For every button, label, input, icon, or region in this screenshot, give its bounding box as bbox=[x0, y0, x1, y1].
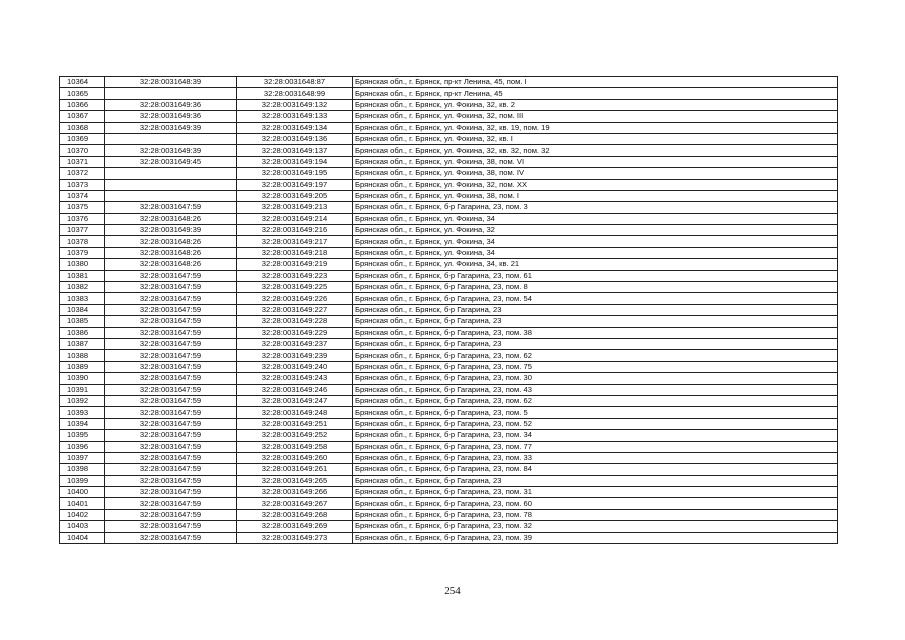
parcel-cadastral-number-cell bbox=[105, 88, 237, 99]
object-cadastral-number-cell: 32:28:0031649:214 bbox=[237, 213, 353, 224]
row-number-cell: 10368 bbox=[60, 122, 105, 133]
table-row bbox=[60, 350, 838, 361]
parcel-cadastral-number-cell: 32:28:0031649:36 bbox=[105, 99, 237, 110]
object-cadastral-number-cell: 32:28:0031649:240 bbox=[237, 361, 353, 372]
object-cadastral-number-cell: 32:28:0031649:132 bbox=[237, 99, 353, 110]
object-cadastral-number-cell: 32:28:0031649:258 bbox=[237, 441, 353, 452]
row-number-cell: 10379 bbox=[60, 247, 105, 258]
row-number-cell: 10401 bbox=[60, 498, 105, 509]
address-cell: Брянская обл., г. Брянск, ул. Фокина, 32, пом. III bbox=[353, 111, 838, 122]
address-cell: Брянская обл., г. Брянск, б-р Гагарина, 23, пом. 8 bbox=[353, 282, 838, 293]
registry-table-body bbox=[60, 77, 838, 544]
row-number-cell: 10385 bbox=[60, 316, 105, 327]
row-number-cell: 10380 bbox=[60, 259, 105, 270]
table-row bbox=[60, 532, 838, 543]
parcel-cadastral-number-cell: 32:28:0031647:59 bbox=[105, 464, 237, 475]
table-row bbox=[60, 498, 838, 509]
address-cell: Брянская обл., г. Брянск, пр-кт Ленина, 45, пом. I bbox=[353, 77, 838, 88]
object-cadastral-number-cell: 32:28:0031649:266 bbox=[237, 487, 353, 498]
object-cadastral-number-cell: 32:28:0031649:265 bbox=[237, 475, 353, 486]
address-cell: Брянская обл., г. Брянск, б-р Гагарина, 23, пом. 33 bbox=[353, 452, 838, 463]
page-number: 254 bbox=[444, 585, 461, 597]
table-row bbox=[60, 270, 838, 281]
object-cadastral-number-cell: 32:28:0031649:134 bbox=[237, 122, 353, 133]
table-row bbox=[60, 395, 838, 406]
table-row bbox=[60, 156, 838, 167]
row-number-cell: 10383 bbox=[60, 293, 105, 304]
parcel-cadastral-number-cell: 32:28:0031649:39 bbox=[105, 145, 237, 156]
row-number-cell: 10403 bbox=[60, 521, 105, 532]
table-row bbox=[60, 316, 838, 327]
table-row bbox=[60, 202, 838, 213]
address-cell: Брянская обл., г. Брянск, ул. Фокина, 32, кв. 2 bbox=[353, 99, 838, 110]
address-cell: Брянская обл., г. Брянск, б-р Гагарина, 23, пом. 3 bbox=[353, 202, 838, 213]
parcel-cadastral-number-cell bbox=[105, 168, 237, 179]
parcel-cadastral-number-cell: 32:28:0031647:59 bbox=[105, 350, 237, 361]
object-cadastral-number-cell: 32:28:0031649:237 bbox=[237, 338, 353, 349]
row-number-cell: 10386 bbox=[60, 327, 105, 338]
parcel-cadastral-number-cell: 32:28:0031647:59 bbox=[105, 418, 237, 429]
row-number-cell: 10371 bbox=[60, 156, 105, 167]
object-cadastral-number-cell: 32:28:0031649:133 bbox=[237, 111, 353, 122]
row-number-cell: 10372 bbox=[60, 168, 105, 179]
table-row bbox=[60, 77, 838, 88]
row-number-cell: 10390 bbox=[60, 373, 105, 384]
parcel-cadastral-number-cell: 32:28:0031647:59 bbox=[105, 270, 237, 281]
address-cell: Брянская обл., г. Брянск, б-р Гагарина, 23, пом. 31 bbox=[353, 487, 838, 498]
table-row bbox=[60, 418, 838, 429]
object-cadastral-number-cell: 32:28:0031649:268 bbox=[237, 509, 353, 520]
table-row bbox=[60, 179, 838, 190]
row-number-cell: 10369 bbox=[60, 133, 105, 144]
address-cell: Брянская обл., г. Брянск, б-р Гагарина, 23, пом. 34 bbox=[353, 430, 838, 441]
object-cadastral-number-cell: 32:28:0031649:194 bbox=[237, 156, 353, 167]
address-cell: Брянская обл., г. Брянск, б-р Гагарина, 23, пом. 78 bbox=[353, 509, 838, 520]
table-row bbox=[60, 190, 838, 201]
parcel-cadastral-number-cell: 32:28:0031649:45 bbox=[105, 156, 237, 167]
table-row bbox=[60, 247, 838, 258]
address-cell: Брянская обл., г. Брянск, б-р Гагарина, 23, пом. 60 bbox=[353, 498, 838, 509]
table-row bbox=[60, 373, 838, 384]
address-cell: Брянская обл., г. Брянск, б-р Гагарина, 23, пом. 61 bbox=[353, 270, 838, 281]
address-cell: Брянская обл., г. Брянск, б-р Гагарина, 23, пом. 62 bbox=[353, 350, 838, 361]
parcel-cadastral-number-cell: 32:28:0031647:59 bbox=[105, 395, 237, 406]
row-number-cell: 10381 bbox=[60, 270, 105, 281]
table-row bbox=[60, 338, 838, 349]
table-row bbox=[60, 213, 838, 224]
row-number-cell: 10377 bbox=[60, 225, 105, 236]
parcel-cadastral-number-cell: 32:28:0031647:59 bbox=[105, 373, 237, 384]
address-cell: Брянская обл., г. Брянск, б-р Гагарина, 23, пом. 38 bbox=[353, 327, 838, 338]
parcel-cadastral-number-cell: 32:28:0031647:59 bbox=[105, 532, 237, 543]
address-cell: Брянская обл., г. Брянск, б-р Гагарина, 23, пом. 43 bbox=[353, 384, 838, 395]
parcel-cadastral-number-cell: 32:28:0031647:59 bbox=[105, 475, 237, 486]
address-cell: Брянская обл., г. Брянск, ул. Фокина, 38, пом. I bbox=[353, 190, 838, 201]
object-cadastral-number-cell: 32:28:0031649:226 bbox=[237, 293, 353, 304]
object-cadastral-number-cell: 32:28:0031649:260 bbox=[237, 452, 353, 463]
row-number-cell: 10374 bbox=[60, 190, 105, 201]
address-cell: Брянская обл., г. Брянск, пр-кт Ленина, 45 bbox=[353, 88, 838, 99]
row-number-cell: 10364 bbox=[60, 77, 105, 88]
object-cadastral-number-cell: 32:28:0031649:228 bbox=[237, 316, 353, 327]
parcel-cadastral-number-cell: 32:28:0031647:59 bbox=[105, 430, 237, 441]
address-cell: Брянская обл., г. Брянск, ул. Фокина, 34 bbox=[353, 213, 838, 224]
parcel-cadastral-number-cell: 32:28:0031649:36 bbox=[105, 111, 237, 122]
object-cadastral-number-cell: 32:28:0031649:273 bbox=[237, 532, 353, 543]
row-number-cell: 10391 bbox=[60, 384, 105, 395]
row-number-cell: 10396 bbox=[60, 441, 105, 452]
row-number-cell: 10402 bbox=[60, 509, 105, 520]
parcel-cadastral-number-cell bbox=[105, 133, 237, 144]
table-row bbox=[60, 122, 838, 133]
row-number-cell: 10382 bbox=[60, 282, 105, 293]
object-cadastral-number-cell: 32:28:0031649:225 bbox=[237, 282, 353, 293]
object-cadastral-number-cell: 32:28:0031649:251 bbox=[237, 418, 353, 429]
parcel-cadastral-number-cell: 32:28:0031647:59 bbox=[105, 316, 237, 327]
table-row bbox=[60, 475, 838, 486]
parcel-cadastral-number-cell: 32:28:0031649:39 bbox=[105, 122, 237, 133]
table-row bbox=[60, 452, 838, 463]
object-cadastral-number-cell: 32:28:0031649:248 bbox=[237, 407, 353, 418]
parcel-cadastral-number-cell bbox=[105, 190, 237, 201]
parcel-cadastral-number-cell: 32:28:0031647:59 bbox=[105, 509, 237, 520]
address-cell: Брянская обл., г. Брянск, ул. Фокина, 32, пом. XX bbox=[353, 179, 838, 190]
object-cadastral-number-cell: 32:28:0031649:227 bbox=[237, 304, 353, 315]
address-cell: Брянская обл., г. Брянск, б-р Гагарина, 23, пом. 84 bbox=[353, 464, 838, 475]
object-cadastral-number-cell: 32:28:0031649:137 bbox=[237, 145, 353, 156]
table-row bbox=[60, 521, 838, 532]
address-cell: Брянская обл., г. Брянск, б-р Гагарина, 23, пом. 75 bbox=[353, 361, 838, 372]
object-cadastral-number-cell: 32:28:0031649:195 bbox=[237, 168, 353, 179]
row-number-cell: 10384 bbox=[60, 304, 105, 315]
table-row bbox=[60, 236, 838, 247]
row-number-cell: 10370 bbox=[60, 145, 105, 156]
parcel-cadastral-number-cell: 32:28:0031648:26 bbox=[105, 247, 237, 258]
parcel-cadastral-number-cell: 32:28:0031648:26 bbox=[105, 236, 237, 247]
parcel-cadastral-number-cell: 32:28:0031647:59 bbox=[105, 338, 237, 349]
table-row bbox=[60, 487, 838, 498]
object-cadastral-number-cell: 32:28:0031649:247 bbox=[237, 395, 353, 406]
address-cell: Брянская обл., г. Брянск, ул. Фокина, 34 bbox=[353, 236, 838, 247]
object-cadastral-number-cell: 32:28:0031649:218 bbox=[237, 247, 353, 258]
row-number-cell: 10376 bbox=[60, 213, 105, 224]
table-row bbox=[60, 133, 838, 144]
object-cadastral-number-cell: 32:28:0031649:267 bbox=[237, 498, 353, 509]
row-number-cell: 10397 bbox=[60, 452, 105, 463]
row-number-cell: 10388 bbox=[60, 350, 105, 361]
row-number-cell: 10375 bbox=[60, 202, 105, 213]
parcel-cadastral-number-cell: 32:28:0031647:59 bbox=[105, 304, 237, 315]
address-cell: Брянская обл., г. Брянск, ул. Фокина, 38, пом. VI bbox=[353, 156, 838, 167]
parcel-cadastral-number-cell: 32:28:0031647:59 bbox=[105, 282, 237, 293]
object-cadastral-number-cell: 32:28:0031649:197 bbox=[237, 179, 353, 190]
object-cadastral-number-cell: 32:28:0031649:252 bbox=[237, 430, 353, 441]
table-row bbox=[60, 168, 838, 179]
parcel-cadastral-number-cell: 32:28:0031648:26 bbox=[105, 213, 237, 224]
parcel-cadastral-number-cell: 32:28:0031647:59 bbox=[105, 452, 237, 463]
address-cell: Брянская обл., г. Брянск, ул. Фокина, 32 bbox=[353, 225, 838, 236]
object-cadastral-number-cell: 32:28:0031649:261 bbox=[237, 464, 353, 475]
address-cell: Брянская обл., г. Брянск, ул. Фокина, 34 bbox=[353, 247, 838, 258]
row-number-cell: 10395 bbox=[60, 430, 105, 441]
address-cell: Брянская обл., г. Брянск, б-р Гагарина, 23, пом. 32 bbox=[353, 521, 838, 532]
row-number-cell: 10373 bbox=[60, 179, 105, 190]
object-cadastral-number-cell: 32:28:0031649:223 bbox=[237, 270, 353, 281]
object-cadastral-number-cell: 32:28:0031649:243 bbox=[237, 373, 353, 384]
parcel-cadastral-number-cell: 32:28:0031648:26 bbox=[105, 259, 237, 270]
parcel-cadastral-number-cell: 32:28:0031647:59 bbox=[105, 293, 237, 304]
row-number-cell: 10366 bbox=[60, 99, 105, 110]
address-cell: Брянская обл., г. Брянск, ул. Фокина, 32, кв. I bbox=[353, 133, 838, 144]
parcel-cadastral-number-cell: 32:28:0031647:59 bbox=[105, 361, 237, 372]
table-row bbox=[60, 282, 838, 293]
object-cadastral-number-cell: 32:28:0031649:239 bbox=[237, 350, 353, 361]
parcel-cadastral-number-cell: 32:28:0031647:59 bbox=[105, 327, 237, 338]
row-number-cell: 10389 bbox=[60, 361, 105, 372]
object-cadastral-number-cell: 32:28:0031649:216 bbox=[237, 225, 353, 236]
address-cell: Брянская обл., г. Брянск, б-р Гагарина, 23, пом. 62 bbox=[353, 395, 838, 406]
row-number-cell: 10367 bbox=[60, 111, 105, 122]
object-cadastral-number-cell: 32:28:0031648:99 bbox=[237, 88, 353, 99]
parcel-cadastral-number-cell bbox=[105, 179, 237, 190]
property-registry-table bbox=[59, 76, 838, 544]
table-row bbox=[60, 225, 838, 236]
address-cell: Брянская обл., г. Брянск, ул. Фокина, 32, кв. 32, пом. 32 bbox=[353, 145, 838, 156]
row-number-cell: 10398 bbox=[60, 464, 105, 475]
parcel-cadastral-number-cell: 32:28:0031648:39 bbox=[105, 77, 237, 88]
address-cell: Брянская обл., г. Брянск, б-р Гагарина, 23 bbox=[353, 475, 838, 486]
table-row bbox=[60, 430, 838, 441]
row-number-cell: 10399 bbox=[60, 475, 105, 486]
table-row bbox=[60, 88, 838, 99]
table-row bbox=[60, 259, 838, 270]
object-cadastral-number-cell: 32:28:0031649:136 bbox=[237, 133, 353, 144]
parcel-cadastral-number-cell: 32:28:0031649:39 bbox=[105, 225, 237, 236]
address-cell: Брянская обл., г. Брянск, б-р Гагарина, 23 bbox=[353, 316, 838, 327]
row-number-cell: 10365 bbox=[60, 88, 105, 99]
parcel-cadastral-number-cell: 32:28:0031647:59 bbox=[105, 407, 237, 418]
address-cell: Брянская обл., г. Брянск, б-р Гагарина, 23, пом. 5 bbox=[353, 407, 838, 418]
row-number-cell: 10404 bbox=[60, 532, 105, 543]
table-row bbox=[60, 384, 838, 395]
address-cell: Брянская обл., г. Брянск, б-р Гагарина, 23, пом. 77 bbox=[353, 441, 838, 452]
table-row bbox=[60, 99, 838, 110]
address-cell: Брянская обл., г. Брянск, б-р Гагарина, 23 bbox=[353, 304, 838, 315]
address-cell: Брянская обл., г. Брянск, ул. Фокина, 34, кв. 21 bbox=[353, 259, 838, 270]
object-cadastral-number-cell: 32:28:0031649:205 bbox=[237, 190, 353, 201]
address-cell: Брянская обл., г. Брянск, б-р Гагарина, 23, пом. 52 bbox=[353, 418, 838, 429]
object-cadastral-number-cell: 32:28:0031649:229 bbox=[237, 327, 353, 338]
row-number-cell: 10400 bbox=[60, 487, 105, 498]
object-cadastral-number-cell: 32:28:0031649:269 bbox=[237, 521, 353, 532]
object-cadastral-number-cell: 32:28:0031649:217 bbox=[237, 236, 353, 247]
parcel-cadastral-number-cell: 32:28:0031647:59 bbox=[105, 521, 237, 532]
table-row bbox=[60, 304, 838, 315]
table-row bbox=[60, 361, 838, 372]
address-cell: Брянская обл., г. Брянск, ул. Фокина, 32, кв. 19, пом. 19 bbox=[353, 122, 838, 133]
table-row bbox=[60, 464, 838, 475]
parcel-cadastral-number-cell: 32:28:0031647:59 bbox=[105, 441, 237, 452]
address-cell: Брянская обл., г. Брянск, б-р Гагарина, 23 bbox=[353, 338, 838, 349]
row-number-cell: 10393 bbox=[60, 407, 105, 418]
table-row bbox=[60, 145, 838, 156]
parcel-cadastral-number-cell: 32:28:0031647:59 bbox=[105, 384, 237, 395]
parcel-cadastral-number-cell: 32:28:0031647:59 bbox=[105, 202, 237, 213]
row-number-cell: 10378 bbox=[60, 236, 105, 247]
table-row bbox=[60, 441, 838, 452]
table-row bbox=[60, 509, 838, 520]
address-cell: Брянская обл., г. Брянск, б-р Гагарина, 23, пом. 54 bbox=[353, 293, 838, 304]
object-cadastral-number-cell: 32:28:0031649:219 bbox=[237, 259, 353, 270]
object-cadastral-number-cell: 32:28:0031648:87 bbox=[237, 77, 353, 88]
address-cell: Брянская обл., г. Брянск, б-р Гагарина, 23, пом. 30 bbox=[353, 373, 838, 384]
parcel-cadastral-number-cell: 32:28:0031647:59 bbox=[105, 487, 237, 498]
table-row bbox=[60, 111, 838, 122]
address-cell: Брянская обл., г. Брянск, ул. Фокина, 38, пом. IV bbox=[353, 168, 838, 179]
address-cell: Брянская обл., г. Брянск, б-р Гагарина, 23, пом. 39 bbox=[353, 532, 838, 543]
parcel-cadastral-number-cell: 32:28:0031647:59 bbox=[105, 498, 237, 509]
row-number-cell: 10392 bbox=[60, 395, 105, 406]
row-number-cell: 10394 bbox=[60, 418, 105, 429]
table-row bbox=[60, 327, 838, 338]
table-row bbox=[60, 407, 838, 418]
object-cadastral-number-cell: 32:28:0031649:213 bbox=[237, 202, 353, 213]
row-number-cell: 10387 bbox=[60, 338, 105, 349]
table-row bbox=[60, 293, 838, 304]
object-cadastral-number-cell: 32:28:0031649:246 bbox=[237, 384, 353, 395]
